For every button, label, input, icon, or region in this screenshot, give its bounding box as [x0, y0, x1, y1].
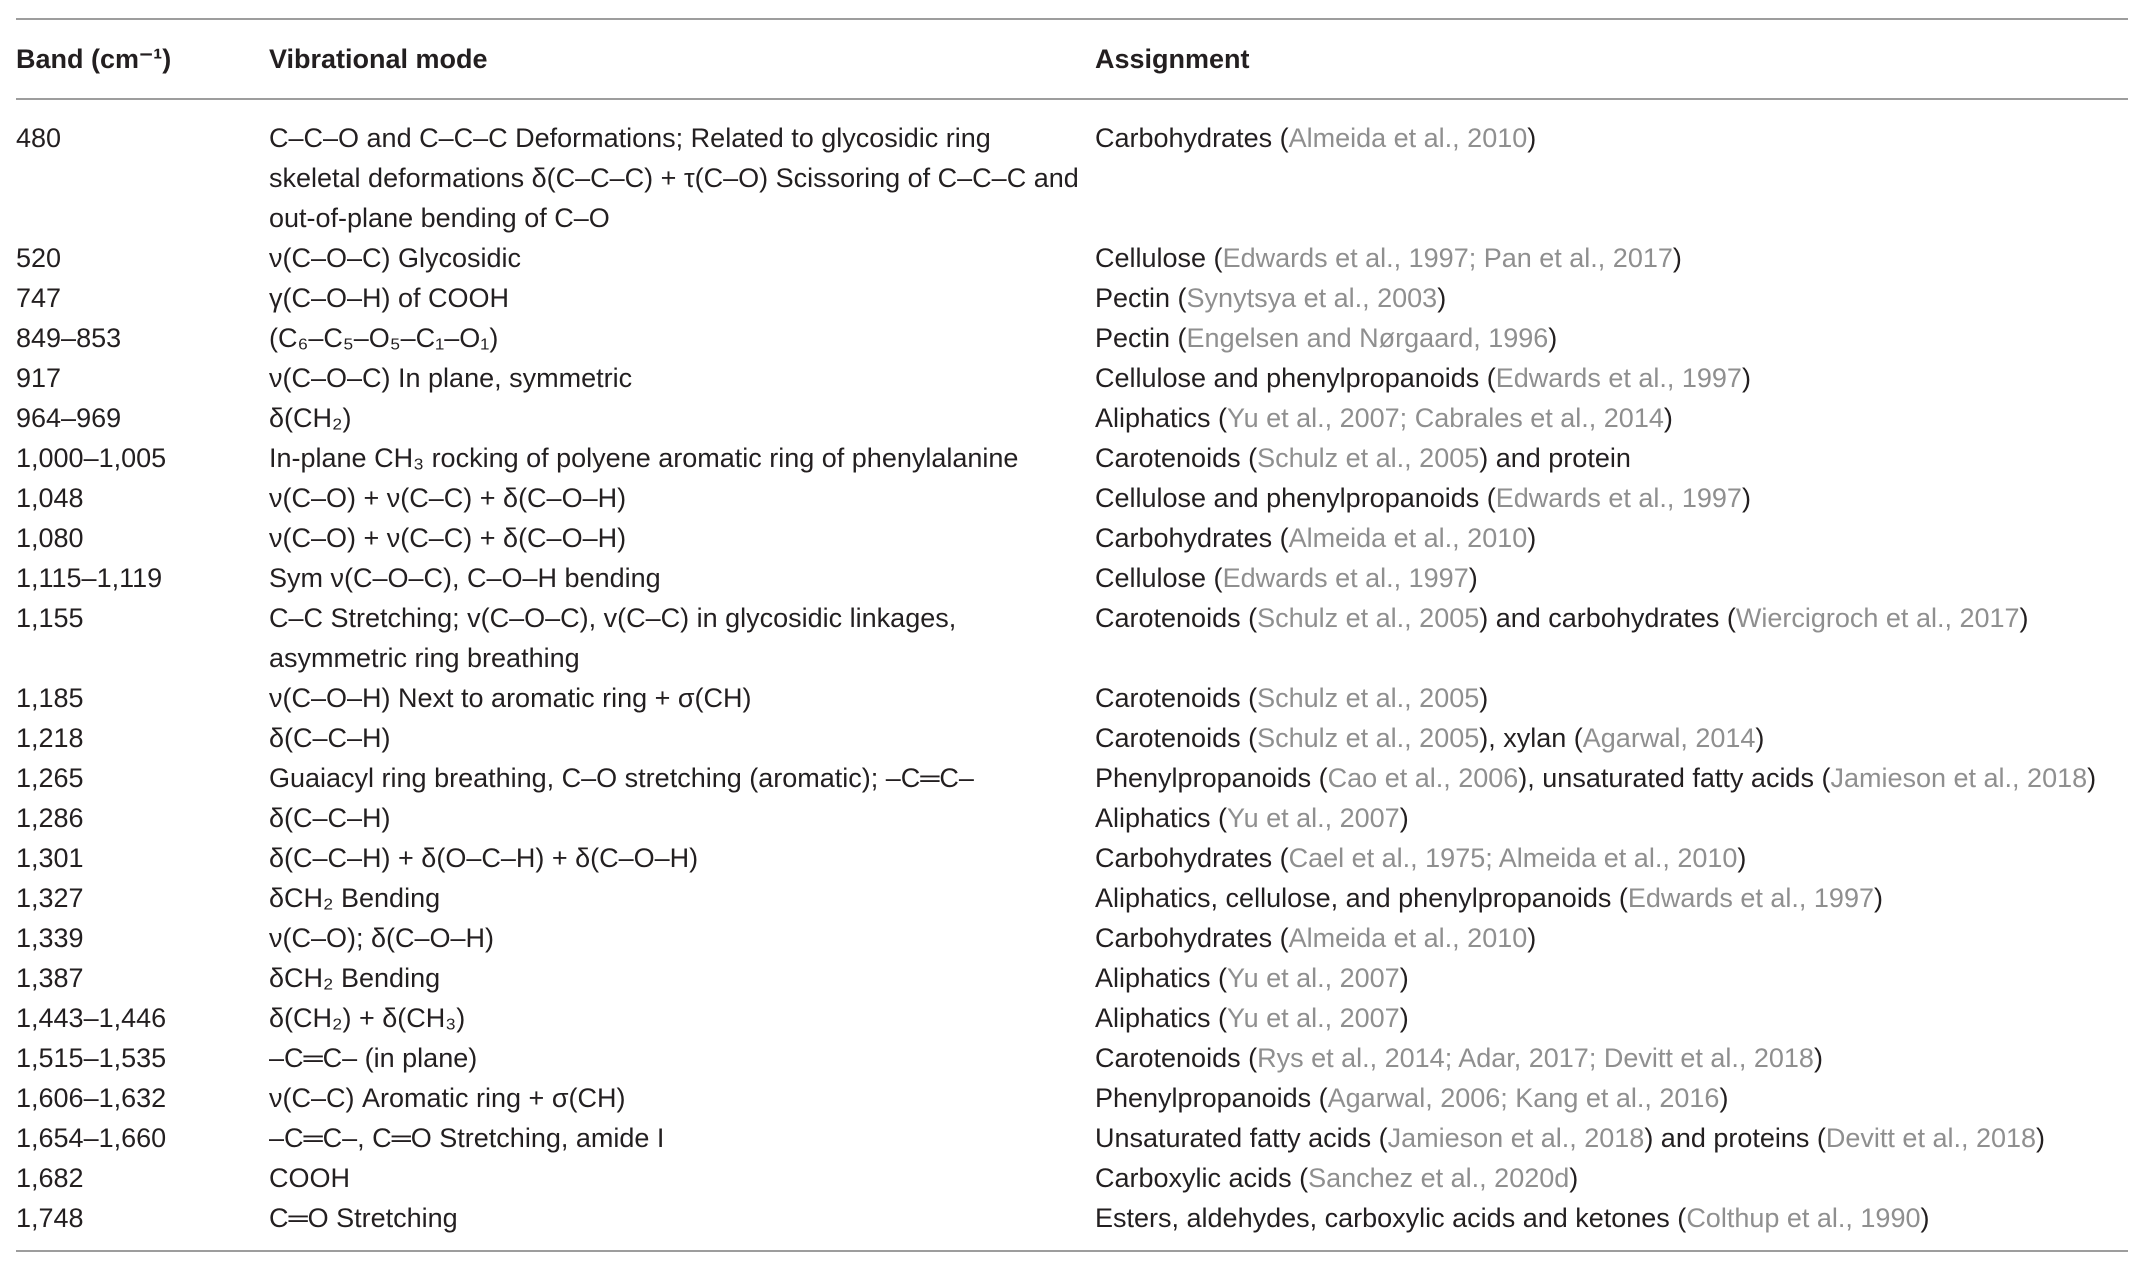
assignment-text: ) [1920, 1203, 1930, 1233]
vibrational-mode-cell: ν(C–O) + ν(C–C) + δ(C–O–H) [269, 483, 627, 513]
assignment-cell [1095, 718, 2128, 758]
assignment-text: Pectin ( [1095, 283, 1187, 313]
table-row [16, 558, 2128, 598]
assignment-text: Carotenoids ( [1095, 443, 1258, 473]
table-row [16, 598, 2128, 678]
vibrational-mode-cell: COOH [269, 1163, 350, 1193]
assignment-text: ) [1569, 1163, 1579, 1193]
table-row [16, 718, 2128, 758]
citation-text: Yu et al., 2007; Cabrales et al., 2014 [1227, 403, 1664, 433]
vibrational-mode-cell: δCH₂ Bending [269, 963, 441, 993]
table-row [16, 878, 2128, 918]
vibrational-mode-cell: –C═C–, C═O Stretching, amide I [269, 1123, 665, 1153]
assignment-text: ), unsaturated fatty acids ( [1518, 763, 1831, 793]
band-cell: 1,000–1,005 [16, 443, 167, 473]
vibrational-mode-cell: ν(C–O–H) Next to aromatic ring + σ(CH) [269, 683, 752, 713]
assignment-text: ) [1437, 283, 1447, 313]
citation-text: Jamieson et al., 2018 [1387, 1123, 1645, 1153]
vibrational-mode-cell: γ(C–O–H) of COOH [269, 283, 510, 313]
vibrational-mode-cell: ν(C–O–C) Glycosidic [269, 243, 522, 273]
assignment-text: Aliphatics ( [1095, 403, 1228, 433]
band-cell: 1,654–1,660 [16, 1123, 167, 1153]
header-assignment: Assignment [1095, 44, 1250, 74]
citation-text: Yu et al., 2007 [1227, 1003, 1400, 1033]
citation-text: Agarwal, 2014 [1582, 723, 1756, 753]
assignment-text: Carotenoids ( [1095, 603, 1258, 633]
citation-text: Schulz et al., 2005 [1257, 603, 1480, 633]
citation-text: Schulz et al., 2005 [1257, 723, 1480, 753]
table-row [16, 358, 2128, 398]
table-body [16, 99, 2128, 1251]
band-cell: 1,339 [16, 923, 84, 953]
assignment-text: Cellulose and phenylpropanoids ( [1095, 363, 1496, 393]
assignment-cell [1095, 838, 2128, 878]
assignment-cell [1095, 918, 2128, 958]
assignment-text: Carboxylic acids ( [1095, 1163, 1309, 1193]
table-header [16, 19, 2128, 99]
band-cell: 1,301 [16, 843, 84, 873]
band-cell: 917 [16, 363, 62, 393]
vibrational-mode-cell: ν(C–O) + ν(C–C) + δ(C–O–H) [269, 523, 627, 553]
assignment-text: Carotenoids ( [1095, 683, 1258, 713]
band-cell: 1,265 [16, 763, 84, 793]
assignment-cell [1095, 758, 2128, 798]
table-row [16, 998, 2128, 1038]
table-row [16, 518, 2128, 558]
citation-text: Almeida et al., 2010 [1288, 123, 1528, 153]
table-row [16, 478, 2128, 518]
assignment-cell [1095, 958, 2128, 998]
header-row [16, 19, 2128, 99]
table-row [16, 99, 2128, 238]
citation-text: Yu et al., 2007 [1227, 963, 1400, 993]
vibrational-mode-cell: δ(CH₂) [269, 403, 352, 433]
assignment-text: ) [1527, 523, 1537, 553]
raman-band-table [16, 18, 2128, 1252]
assignment-text: ) [1719, 1083, 1729, 1113]
vibrational-mode-cell: δ(CH₂) + δ(CH₃) [269, 1003, 466, 1033]
assignment-text: Carbohydrates ( [1095, 123, 1289, 153]
vibrational-mode-cell: δ(C–C–H) + δ(O–C–H) + δ(C–O–H) [269, 843, 699, 873]
table-row [16, 758, 2128, 798]
band-cell: 1,682 [16, 1163, 84, 1193]
citation-text: Edwards et al., 1997 [1627, 883, 1874, 913]
assignment-text: Phenylpropanoids ( [1095, 1083, 1328, 1113]
assignment-text: ) [2087, 763, 2097, 793]
assignment-text: ) [1527, 123, 1537, 153]
band-cell: 1,185 [16, 683, 84, 713]
assignment-text: ) [1672, 243, 1682, 273]
assignment-cell [1095, 278, 2128, 318]
table-row [16, 438, 2128, 478]
table-row [16, 1158, 2128, 1198]
band-cell: 1,327 [16, 883, 84, 913]
table-row [16, 1078, 2128, 1118]
assignment-text: Aliphatics, cellulose, and phenylpropanoids ( [1095, 883, 1628, 913]
band-cell: 520 [16, 243, 62, 273]
assignment-cell [1095, 878, 2128, 918]
assignment-cell [1095, 1198, 2128, 1251]
table-row [16, 238, 2128, 278]
band-cell: 849–853 [16, 323, 122, 353]
citation-text: Synytsya et al., 2003 [1186, 283, 1438, 313]
citation-text: Colthup et al., 1990 [1686, 1203, 1921, 1233]
assignment-text: Carbohydrates ( [1095, 523, 1289, 553]
vibrational-mode-cell: ν(C–C) Aromatic ring + σ(CH) [269, 1083, 626, 1113]
band-cell: 1,218 [16, 723, 84, 753]
assignment-text: ) [1741, 363, 1751, 393]
assignment-text: Cellulose ( [1095, 563, 1223, 593]
vibrational-mode-cell: δCH₂ Bending [269, 883, 441, 913]
assignment-text: ) [1468, 563, 1478, 593]
band-cell: 1,155 [16, 603, 84, 633]
assignment-text: Carotenoids ( [1095, 1043, 1258, 1073]
citation-text: Almeida et al., 2010 [1288, 923, 1528, 953]
citation-text: Rys et al., 2014; Adar, 2017; Devitt et al., 2018 [1257, 1043, 1814, 1073]
assignment-text: Cellulose ( [1095, 243, 1223, 273]
band-cell: 1,748 [16, 1203, 84, 1233]
assignment-text: ) [2036, 1123, 2046, 1153]
citation-text: Schulz et al., 2005 [1257, 443, 1480, 473]
vibrational-mode-cell: C═O Stretching [269, 1203, 458, 1233]
assignment-cell [1095, 438, 2128, 478]
citation-text: Wiercigroch et al., 2017 [1735, 603, 2020, 633]
assignment-cell [1095, 598, 2128, 678]
assignment-text: Phenylpropanoids ( [1095, 763, 1328, 793]
assignment-cell [1095, 678, 2128, 718]
band-cell: 480 [16, 123, 62, 153]
assignment-text: ) [1663, 403, 1673, 433]
vibrational-mode-cell: ν(C–O–C) In plane, symmetric [269, 363, 633, 393]
assignment-text: ) [1399, 963, 1409, 993]
band-cell: 1,286 [16, 803, 84, 833]
table-row [16, 318, 2128, 358]
citation-text: Schulz et al., 2005 [1257, 683, 1480, 713]
citation-text: Jamieson et al., 2018 [1830, 763, 2088, 793]
citation-text: Almeida et al., 2010 [1288, 523, 1528, 553]
assignment-text: Carbohydrates ( [1095, 843, 1289, 873]
assignment-cell [1095, 1038, 2128, 1078]
assignment-text: Aliphatics ( [1095, 1003, 1228, 1033]
citation-text: Devitt et al., 2018 [1825, 1123, 2037, 1153]
table-row [16, 278, 2128, 318]
band-cell: 1,387 [16, 963, 84, 993]
vibrational-mode-cell: ν(C–O); δ(C–O–H) [269, 923, 495, 953]
citation-text: Edwards et al., 1997; Pan et al., 2017 [1222, 243, 1673, 273]
band-cell: 964–969 [16, 403, 122, 433]
assignment-text: ) and proteins ( [1644, 1123, 1826, 1153]
assignment-text: ) and carbohydrates ( [1479, 603, 1736, 633]
assignment-cell [1095, 518, 2128, 558]
assignment-cell [1095, 398, 2128, 438]
assignment-cell [1095, 1078, 2128, 1118]
citation-text: Edwards et al., 1997 [1495, 363, 1742, 393]
table-row [16, 1038, 2128, 1078]
assignment-text: Carbohydrates ( [1095, 923, 1289, 953]
vibrational-mode-cell: C–C–O and C–C–C Deformations; Related to glycosidic ring skeletal deformations δ(C–C–C) + τ(C–O) Scissoring of C–C–C and out-of-plane bending of C–O [269, 123, 1079, 233]
citation-text: Cao et al., 2006 [1327, 763, 1519, 793]
assignment-cell [1095, 1118, 2128, 1158]
vibrational-mode-cell: (C₆–C₅–O₅–C₁–O₁) [269, 323, 499, 353]
table-row [16, 918, 2128, 958]
citation-text: Engelsen and Nørgaard, 1996 [1186, 323, 1549, 353]
vibrational-mode-cell: δ(C–C–H) [269, 803, 391, 833]
vibrational-mode-cell: Sym ν(C–O–C), C–O–H bending [269, 563, 661, 593]
table-row [16, 398, 2128, 438]
band-cell: 1,080 [16, 523, 84, 553]
assignment-text: ) [2019, 603, 2029, 633]
header-band: Band (cm⁻¹) [16, 44, 172, 74]
assignment-text: ) [1399, 1003, 1409, 1033]
assignment-text: ) [1741, 483, 1751, 513]
table-row [16, 1198, 2128, 1251]
assignment-text: ) [1813, 1043, 1823, 1073]
band-cell: 1,443–1,446 [16, 1003, 167, 1033]
table-row [16, 838, 2128, 878]
table-row [16, 798, 2128, 838]
citation-text: Yu et al., 2007 [1227, 803, 1400, 833]
assignment-text: Carotenoids ( [1095, 723, 1258, 753]
assignment-cell [1095, 318, 2128, 358]
assignment-cell [1095, 99, 2128, 238]
assignment-cell [1095, 558, 2128, 598]
assignment-cell [1095, 238, 2128, 278]
vibrational-mode-cell: C–C Stretching; v(C–O–C), v(C–C) in glycosidic linkages, asymmetric ring breathing [269, 603, 957, 673]
vibrational-mode-cell: –C═C– (in plane) [269, 1043, 478, 1073]
assignment-text: Aliphatics ( [1095, 803, 1228, 833]
assignment-text: ) [1399, 803, 1409, 833]
vibrational-mode-cell: In-plane CH₃ rocking of polyene aromatic ring of phenylalanine [269, 443, 1019, 473]
assignment-text: ) [1873, 883, 1883, 913]
assignment-cell [1095, 798, 2128, 838]
band-cell: 1,515–1,535 [16, 1043, 167, 1073]
citation-text: Edwards et al., 1997 [1495, 483, 1742, 513]
assignment-cell [1095, 998, 2128, 1038]
assignment-cell [1095, 1158, 2128, 1198]
band-cell: 747 [16, 283, 62, 313]
citation-text: Sanchez et al., 2020d [1308, 1163, 1570, 1193]
assignment-text: ) [1737, 843, 1747, 873]
assignment-text: Aliphatics ( [1095, 963, 1228, 993]
citation-text: Edwards et al., 1997 [1222, 563, 1469, 593]
header-vibrational-mode: Vibrational mode [269, 44, 488, 74]
assignment-text: Cellulose and phenylpropanoids ( [1095, 483, 1496, 513]
assignment-cell [1095, 478, 2128, 518]
assignment-text: ), xylan ( [1479, 723, 1583, 753]
assignment-cell [1095, 358, 2128, 398]
table-row [16, 678, 2128, 718]
assignment-text: Esters, aldehydes, carboxylic acids and ketones ( [1095, 1203, 1687, 1233]
vibrational-mode-cell: δ(C–C–H) [269, 723, 391, 753]
assignment-text: ) [1527, 923, 1537, 953]
assignment-text: Pectin ( [1095, 323, 1187, 353]
citation-text: Cael et al., 1975; Almeida et al., 2010 [1288, 843, 1738, 873]
assignment-text: ) [1548, 323, 1558, 353]
assignment-text: Unsaturated fatty acids ( [1095, 1123, 1388, 1153]
assignment-text: ) and protein [1479, 443, 1631, 473]
citation-text: Agarwal, 2006; Kang et al., 2016 [1327, 1083, 1720, 1113]
assignment-text: ) [1479, 683, 1489, 713]
band-cell: 1,048 [16, 483, 84, 513]
table-row [16, 1118, 2128, 1158]
assignment-text: ) [1755, 723, 1765, 753]
band-cell: 1,115–1,119 [16, 563, 163, 593]
table-row [16, 958, 2128, 998]
band-cell: 1,606–1,632 [16, 1083, 167, 1113]
vibrational-mode-cell: Guaiacyl ring breathing, C–O stretching (aromatic); –C═C– [269, 763, 974, 793]
